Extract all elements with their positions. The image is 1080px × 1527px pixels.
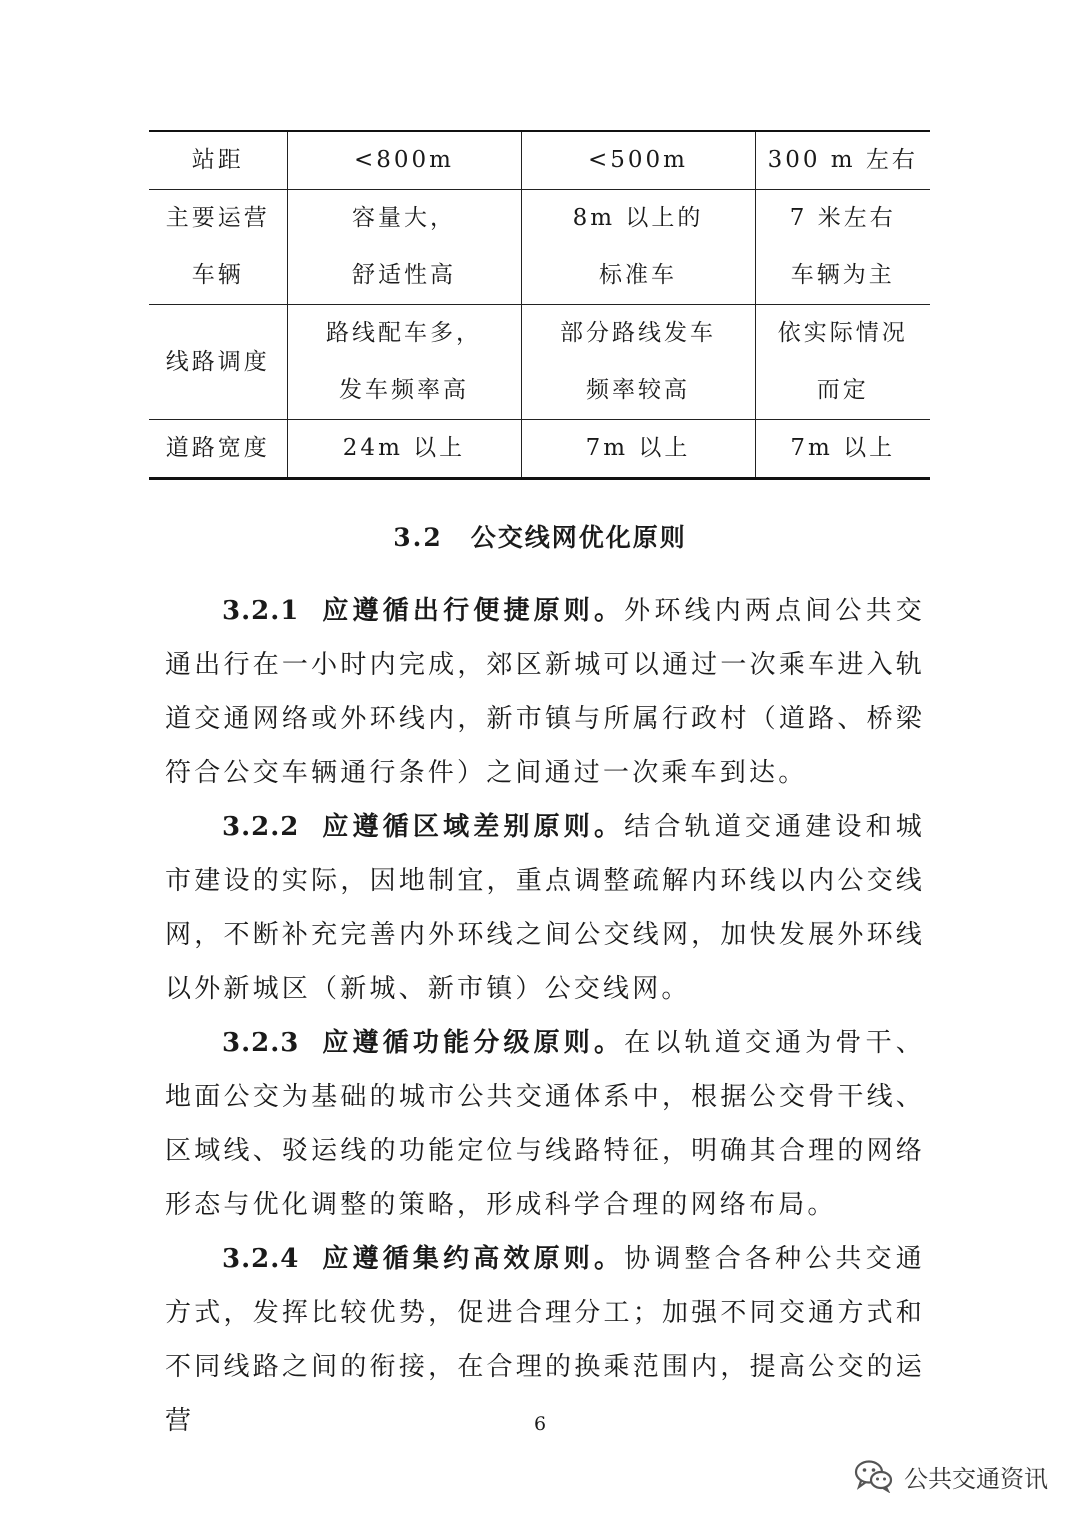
paragraph-number: 3.2.3 <box>222 1028 300 1058</box>
table-cell <box>755 190 930 305</box>
table-row <box>149 420 930 479</box>
section-heading: 公交线网优化原则 <box>470 523 687 552</box>
cell-line: 部分路线发车 <box>560 320 716 346</box>
paragraph-3-2-2 <box>165 800 925 1016</box>
table-cell <box>287 305 521 420</box>
paragraph-number: 3.2.2 <box>222 812 300 842</box>
comparison-table <box>149 130 930 480</box>
paragraph-number: 3.2.1 <box>222 596 300 626</box>
cell-line: 7m 以上 <box>585 435 691 461</box>
section-number: 3.2 <box>393 523 443 552</box>
paragraph-body: 外环线内两点间公共交通出行在一小时内完成，郊区新城可以通过一次乘车进入轨道交通网络或外环线内，新市镇与所属行政村（道路、桥梁符合公交车辆通行条件）之间通过一次乘车到达。 <box>165 596 925 788</box>
cell-line: 舒适性高 <box>352 262 456 288</box>
cell-line: 7m 以上 <box>790 435 896 461</box>
cell-line: 频率较高 <box>586 377 690 403</box>
paragraph-heading: 应遵循区域差别原则。 <box>321 812 625 842</box>
cell-line: 而定 <box>816 377 869 403</box>
cell-line: 300 m 左右 <box>767 147 918 173</box>
table-cell <box>755 305 930 420</box>
table-row-label <box>149 190 287 305</box>
cell-line: 主要运营 <box>165 205 270 231</box>
paragraph-heading: 应遵循出行便捷原则。 <box>321 596 625 626</box>
table-cell <box>287 190 521 305</box>
table-cell <box>287 420 521 479</box>
paragraph-number: 3.2.4 <box>222 1244 300 1274</box>
table-row <box>149 131 930 190</box>
paragraph-body: 结合轨道交通建设和城市建设的实际，因地制宜，重点调整疏解内环线以内公交线网，不断补充完善内外环线之间公交线网，加快发展外环线以外新城区（新城、新市镇）公交线网。 <box>165 812 925 1004</box>
table-cell <box>755 420 930 479</box>
paragraph-3-2-1 <box>165 584 925 800</box>
page-number: 6 <box>533 1413 547 1435</box>
wechat-icon <box>854 1459 894 1493</box>
table-cell <box>521 131 755 190</box>
cell-line: 站距 <box>191 147 244 173</box>
watermark <box>854 1454 1048 1498</box>
table-cell <box>521 420 755 479</box>
table-cell <box>755 131 930 190</box>
table-cell <box>521 190 755 305</box>
cell-line: <800m <box>354 147 454 173</box>
cell-line: 7 米左右 <box>789 205 896 231</box>
paragraph-body: 在以轨道交通为骨干、地面公交为基础的城市公共交通体系中，根据公交骨干线、区域线、驳运线的功能定位与线路特征，明确其合理的网络形态与优化调整的策略，形成科学合理的网络布局。 <box>165 1028 925 1220</box>
cell-line: 路线配车多， <box>326 320 482 346</box>
cell-line: 8m 以上的 <box>572 205 704 231</box>
table-cell <box>521 305 755 420</box>
cell-line: 车辆 <box>191 262 244 288</box>
table-row <box>149 305 930 420</box>
table-row-label <box>149 420 287 479</box>
cell-line: 车辆为主 <box>790 262 895 288</box>
paragraph-heading: 应遵循集约高效原则。 <box>321 1244 625 1274</box>
cell-line: 容量大， <box>352 205 456 231</box>
paragraph-body: 协调整合各种公共交通方式，发挥比较优势，促进合理分工；加强不同交通方式和不同线路之间的衔接，在合理的换乘范围内，提高公交的运营 <box>165 1244 925 1436</box>
watermark-text: 公共交通资讯 <box>904 1464 1048 1493</box>
cell-line: <500m <box>588 147 688 173</box>
cell-line: 标准车 <box>599 262 677 288</box>
paragraph-3-2-3 <box>165 1016 925 1232</box>
cell-line: 线路调度 <box>165 348 270 375</box>
paragraph-heading: 应遵循功能分级原则。 <box>321 1028 625 1058</box>
table-row-label <box>149 305 287 420</box>
cell-line: 依实际情况 <box>777 320 908 346</box>
cell-line: 道路宽度 <box>165 435 270 461</box>
table-row-label <box>149 131 287 190</box>
cell-line: 24m 以上 <box>342 435 466 461</box>
section-title <box>0 510 1080 566</box>
table-cell <box>287 131 521 190</box>
cell-line: 发车频率高 <box>339 377 469 403</box>
table-row <box>149 190 930 305</box>
